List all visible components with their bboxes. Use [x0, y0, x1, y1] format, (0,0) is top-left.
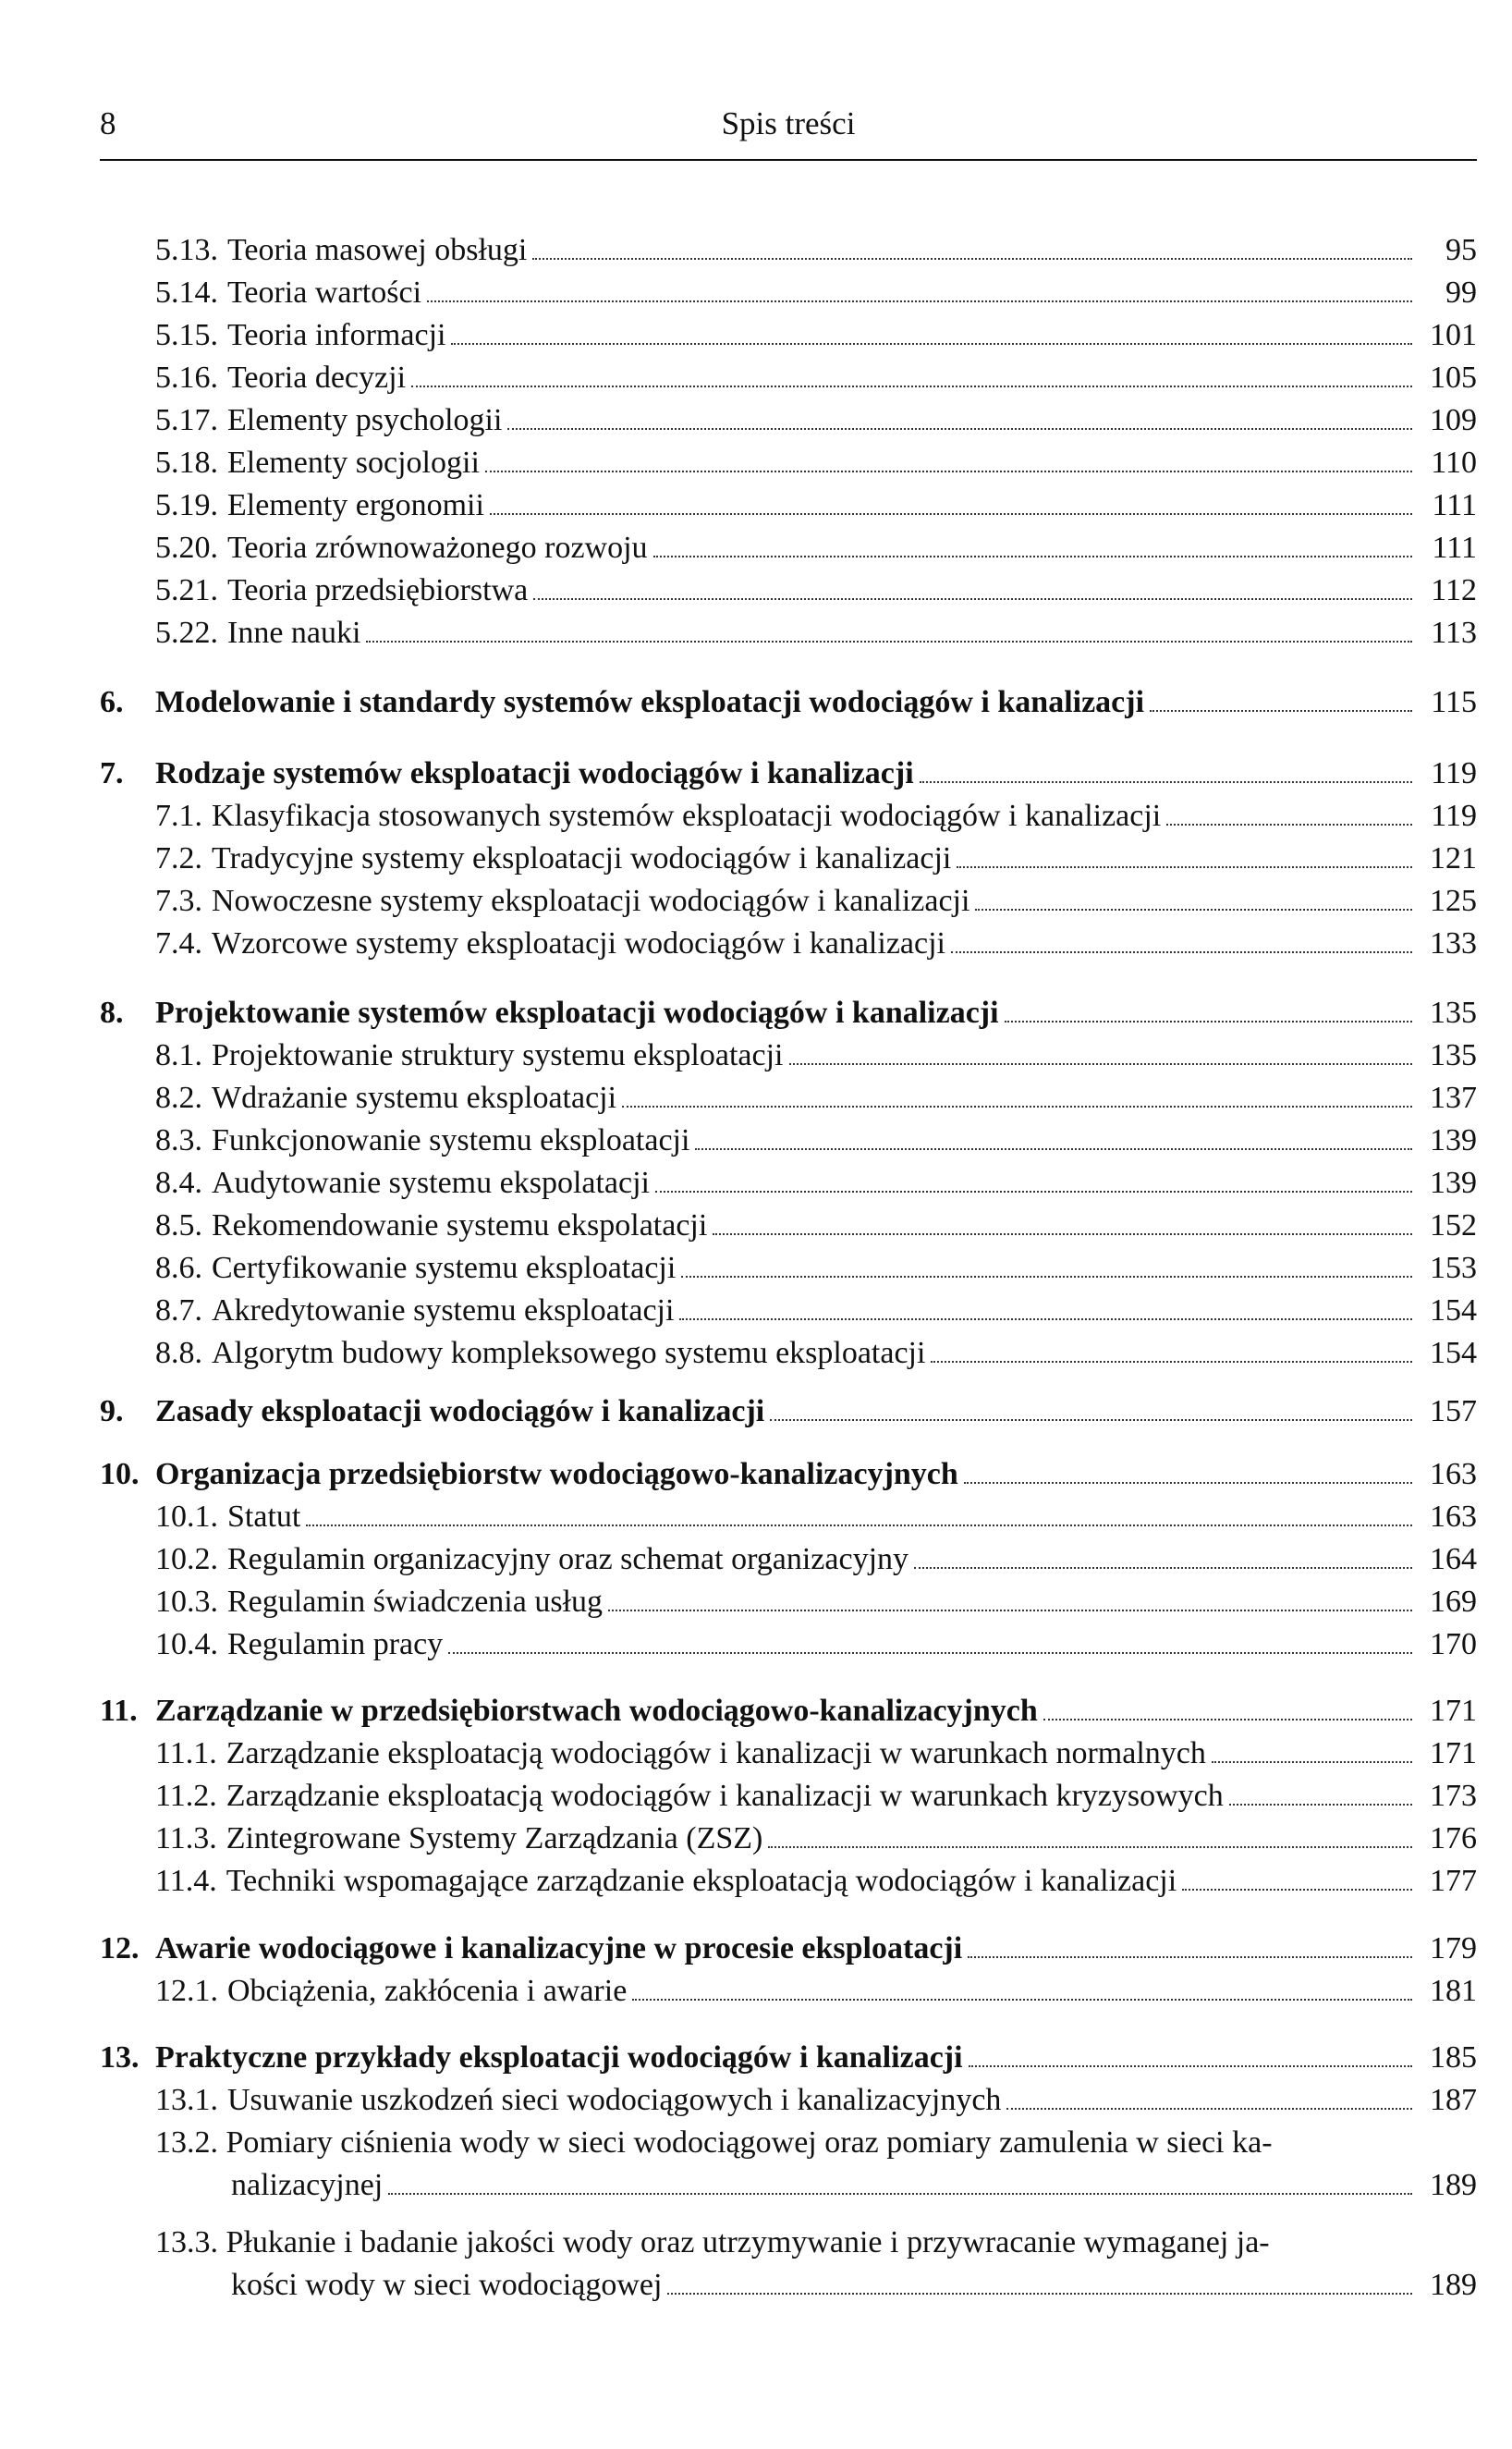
- toc-row[interactable]: 8.4. Audytowanie systemu ekspolatacji 139: [155, 1166, 1477, 1200]
- toc-row[interactable]: 10.1. Statut 163: [155, 1500, 1477, 1534]
- running-title: Spis treści: [721, 105, 856, 141]
- toc-row-wrapped-line[interactable]: 13.3. Płukanie i badanie jakości wody oraz utrzymywanie i przywracanie wymaganej ja-: [155, 2225, 1270, 2259]
- toc-row[interactable]: nalizacyjnej 189: [231, 2168, 1477, 2202]
- toc-row[interactable]: 5.19. Elementy ergonomii 111: [155, 488, 1477, 522]
- toc-row[interactable]: 5.16. Teoria decyzji 105: [155, 361, 1477, 395]
- toc-row[interactable]: 11.3. Zintegrowane Systemy Zarządzania (ZSZ) 176: [155, 1821, 1477, 1855]
- toc-row[interactable]: 5.22. Inne nauki 113: [155, 616, 1477, 650]
- toc-row[interactable]: 8.5. Rekomendowanie systemu ekspolatacji 152: [155, 1208, 1477, 1243]
- toc-chapter-row[interactable]: 12. Awarie wodociągowe i kanalizacyjne w procesie eksploatacji 179: [100, 1931, 1477, 1965]
- toc-row[interactable]: 11.1. Zarządzanie eksploatacją wodociągów i kanalizacji w warunkach normalnych 171: [155, 1736, 1477, 1770]
- toc-row-wrapped-line[interactable]: 13.2. Pomiary ciśnienia wody w sieci wodociągowej oraz pomiary zamulenia w sieci ka-: [155, 2125, 1273, 2160]
- toc-row[interactable]: 10.4. Regulamin pracy 170: [155, 1627, 1477, 1661]
- toc-row[interactable]: 11.4. Techniki wspomagające zarządzanie eksploatacją wodociągów i kanalizacji 177: [155, 1864, 1477, 1898]
- toc-row[interactable]: 8.8. Algorytm budowy kompleksowego systemu eksploatacji 154: [155, 1336, 1477, 1370]
- toc-row[interactable]: 8.2. Wdrażanie systemu eksploatacji 137: [155, 1081, 1477, 1115]
- toc-row[interactable]: 10.3. Regulamin świadczenia usług 169: [155, 1585, 1477, 1619]
- toc-row[interactable]: 7.2. Tradycyjne systemy eksploatacji wodociągów i kanalizacji 121: [155, 841, 1477, 876]
- page-number: 8: [100, 105, 116, 141]
- toc-row[interactable]: 8.1. Projektowanie struktury systemu eksploatacji 135: [155, 1038, 1477, 1072]
- toc-row[interactable]: 5.14. Teoria wartości 99: [155, 276, 1477, 310]
- toc-row[interactable]: 5.21. Teoria przedsiębiorstwa 112: [155, 573, 1477, 607]
- toc-row[interactable]: 8.6. Certyfikowanie systemu eksploatacji 153: [155, 1251, 1477, 1285]
- toc-row[interactable]: 5.17. Elementy psychologii 109: [155, 403, 1477, 437]
- toc-row[interactable]: 7.4. Wzorcowe systemy eksploatacji wodociągów i kanalizacji 133: [155, 926, 1477, 961]
- toc-chapter-row[interactable]: 11. Zarządzanie w przedsiębiorstwach wodociągowo-kanalizacyjnych 171: [100, 1694, 1477, 1728]
- toc-row[interactable]: 8.7. Akredytowanie systemu eksploatacji 154: [155, 1293, 1477, 1328]
- toc-row[interactable]: kości wody w sieci wodociągowej 189: [231, 2268, 1477, 2302]
- toc-row[interactable]: 13.1. Usuwanie uszkodzeń sieci wodociągowych i kanalizacyjnych 187: [155, 2083, 1477, 2117]
- toc-row[interactable]: 5.15. Teoria informacji 101: [155, 318, 1477, 352]
- toc-row[interactable]: 8.3. Funkcjonowanie systemu eksploatacji 139: [155, 1123, 1477, 1157]
- toc-chapter-row[interactable]: 10. Organizacja przedsiębiorstw wodociągowo-kanalizacyjnych 163: [100, 1457, 1477, 1491]
- toc-row[interactable]: 7.3. Nowoczesne systemy eksploatacji wodociągów i kanalizacji 125: [155, 884, 1477, 918]
- toc-chapter-row[interactable]: 8. Projektowanie systemów eksploatacji wodociągów i kanalizacji 135: [100, 996, 1477, 1030]
- toc-chapter-row[interactable]: 6. Modelowanie i standardy systemów eksploatacji wodociągów i kanalizacji 115: [100, 685, 1477, 719]
- toc-row[interactable]: 5.18. Elementy socjologii 110: [155, 446, 1477, 480]
- toc-row[interactable]: 5.20. Teoria zrównoważonego rozwoju 111: [155, 531, 1477, 565]
- toc-row[interactable]: 7.1. Klasyfikacja stosowanych systemów eksploatacji wodociągów i kanalizacji 119: [155, 799, 1477, 833]
- toc-row[interactable]: 5.13. Teoria masowej obsługi 95: [155, 233, 1477, 267]
- toc-row[interactable]: 10.2. Regulamin organizacyjny oraz schemat organizacyjny 164: [155, 1542, 1477, 1576]
- toc-row[interactable]: 12.1. Obciążenia, zakłócenia i awarie 181: [155, 1974, 1477, 2008]
- toc-chapter-row[interactable]: 13. Praktyczne przykłady eksploatacji wodociągów i kanalizacji 185: [100, 2040, 1477, 2075]
- toc-chapter-row[interactable]: 9. Zasady eksploatacji wodociągów i kanalizacji 157: [100, 1394, 1477, 1428]
- toc-chapter-row[interactable]: 7. Rodzaje systemów eksploatacji wodociągów i kanalizacji 119: [100, 756, 1477, 790]
- toc-row[interactable]: 11.2. Zarządzanie eksploatacją wodociągów i kanalizacji w warunkach kryzysowych 173: [155, 1779, 1477, 1813]
